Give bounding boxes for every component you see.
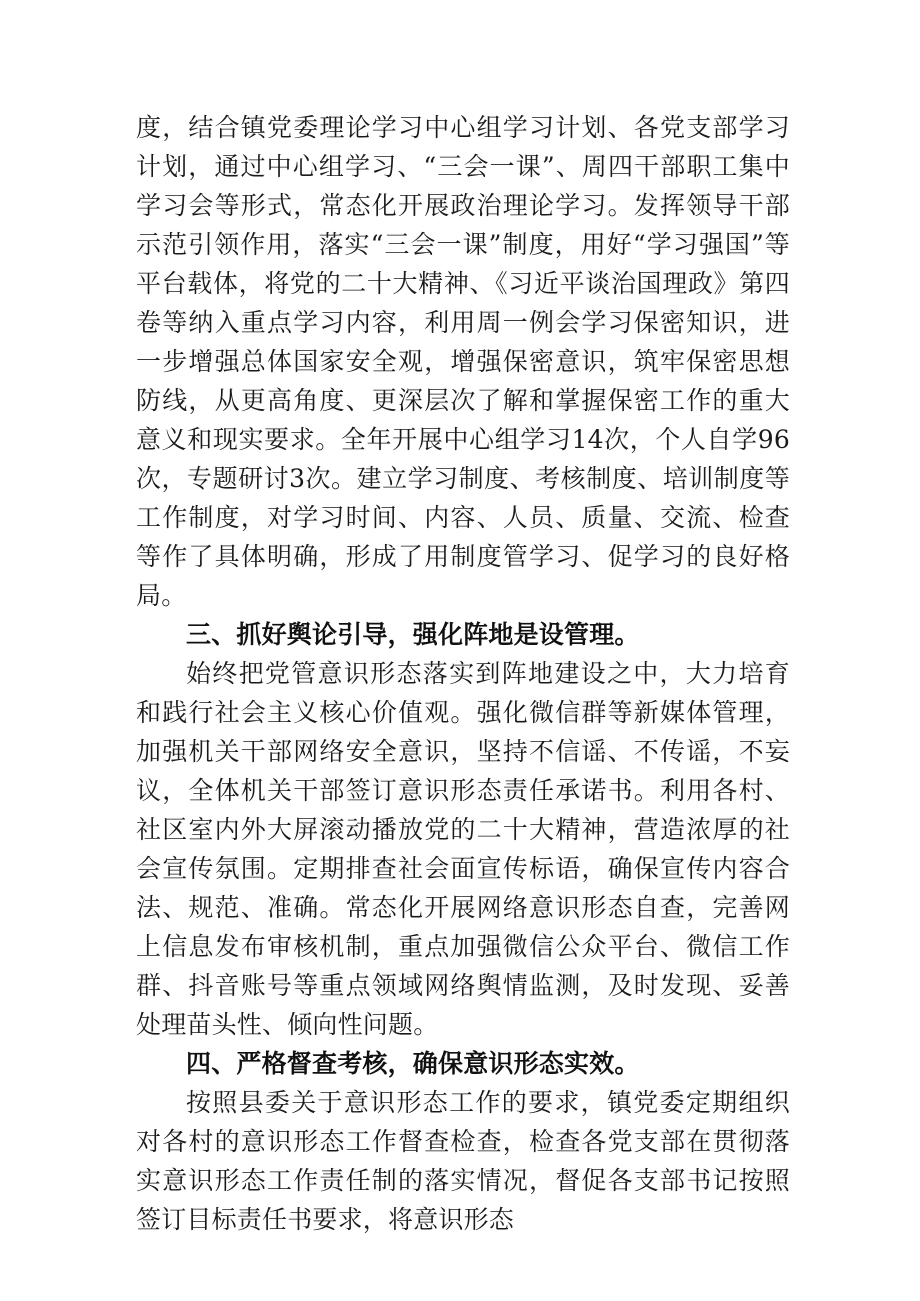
body-paragraph-2: 始终把党管意识形态落实到阵地建设之中，大力培育和践行社会主义核心价值观。强化微信群等新媒体管理，加强机关干部网络安全意识，坚持不信谣、不传谣，不妄议，全体机关干部签订意识形态责任承诺书。利用各村、社区室内外大屏滚动播放党的二十大精神，营造浓厚的社会宣传氛围。定期排查社会面宣传标语，确保宣传内容合法、规范、准确。常态化开展网络意识形态自查，完善网上信息发布审核机制，重点加强微信公众平台、微信工作群、抖音账号等重点领域网络舆情监测，及时发现、妥善处理苗头性、倾向性问题。 (136, 659, 790, 1039)
section-heading-3: 三、抓好舆论引导，强化阵地是设管理。 (186, 620, 640, 649)
document-body (136, 108, 790, 1239)
body-paragraph-3: 按照县委关于意识形态工作的要求，镇党委定期组织对各村的意识形态工作督查检查，检查各党支部在贯彻落实意识形态工作责任制的落实情况，督促各支部书记按照签订目标责任书要求，将意识形态 (136, 1088, 790, 1234)
section-heading-4: 四、严格督查考核，确保意识形态实效。 (186, 1049, 640, 1078)
body-paragraph-1: 度，结合镇党委理论学习中心组学习计划、各党支部学习计划，通过中心组学习、“三会一课”、周四干部职工集中学习会等形式，常态化开展政治理论学习。发挥领导干部示范引领作用，落实“三会一课”制度，用好“学习强国”等平台载体，将党的二十大精神、《习近平谈治国理政》第四卷等纳入重点学习内容，利用周一例会学习保密知识，进一步增强总体国家安全观，增强保密意识，筑牢保密思想防线，从更高角度、更深层次了解和掌握保密工作的重大意义和现实要求。全年开展中心组学习14次，个人自学96次，专题研讨3次。建立学习制度、考核制度、培训制度等工作制度，对学习时间、内容、人员、质量、交流、检查等作了具体明确，形成了用制度管学习、促学习的良好格局。 (136, 113, 790, 610)
